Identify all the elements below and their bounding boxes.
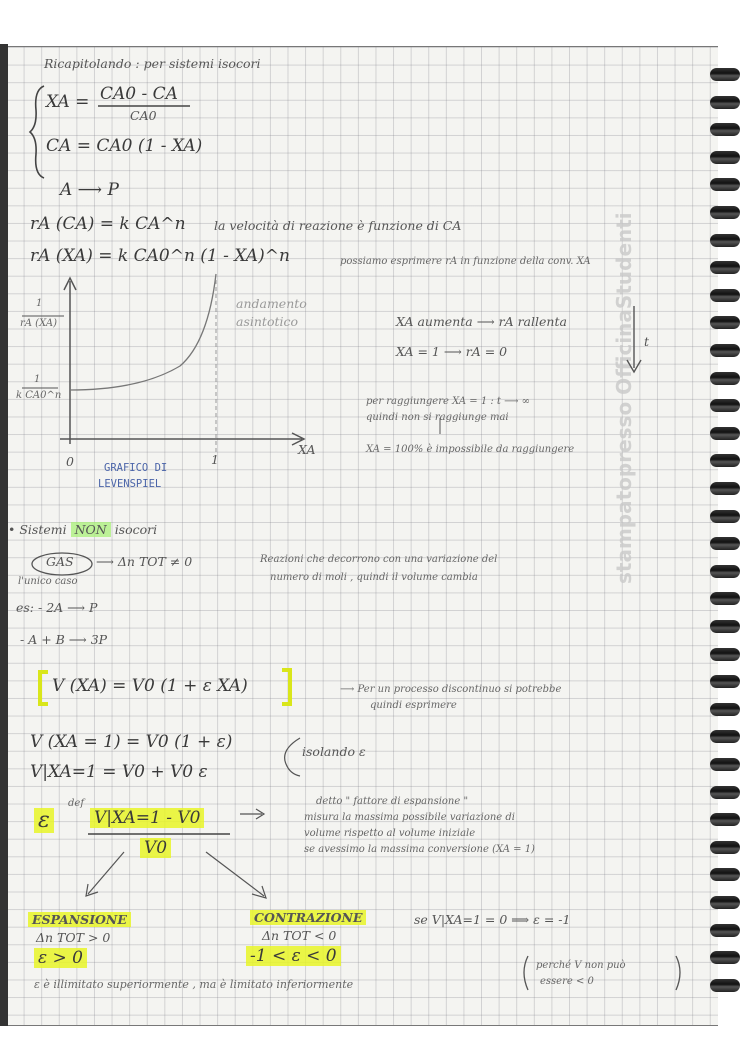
eps-note-1: detto " fattore di espansione " [316, 796, 469, 807]
section-title-highlight: NON [71, 522, 111, 537]
recap-title: Ricapitolando : per sistemi isocori [44, 56, 261, 71]
section-title-pre: • Sistemi [8, 522, 67, 537]
example-2: - A + B ⟶ 3P [20, 632, 108, 647]
eps-note-4: se avessimo la massima conversione (XA = 1) [304, 844, 535, 855]
graph-caption-2: LEVENSPIEL [98, 478, 162, 490]
eps-note-2: misura la massima possibile variazione di [304, 812, 515, 823]
xa-denominator: CA0 [130, 108, 157, 123]
final-paren-1: perché V non può [536, 960, 626, 971]
contraction-epsilon: -1 < ε < 0 [246, 946, 341, 966]
graph-y-label-num: 1 [36, 298, 43, 309]
xa-one-note: XA = 1 ⟶ rA = 0 [396, 344, 508, 359]
volume-equation: V (XA) = V0 (1 + ε XA) [52, 676, 248, 696]
ca-equation: CA = CA0 (1 - XA) [46, 136, 203, 156]
gas-relation: ⟶ Δn TOT ≠ 0 [96, 554, 193, 569]
rate-xa-equation: rA (XA) = k CA0^n (1 - XA)^n [30, 246, 290, 266]
reaction-a-to-p: A ⟶ P [60, 180, 119, 200]
eps-note-3: volume rispetto al volume iniziale [304, 828, 476, 839]
only-case: l'unico caso [18, 576, 78, 587]
zero-case: se V|XA=1 = 0 ⟹ ε = -1 [414, 912, 571, 927]
graph-y-tick-num: 1 [34, 374, 41, 385]
final-note: ε è illimitato superiormente , ma è limitato inferiormente [34, 978, 354, 991]
graph-y-tick-den: k CA0^n [16, 390, 62, 401]
expansion-title: ESPANSIONE [28, 912, 131, 927]
reach-line-1: per raggiungere XA = 1 : t ⟶ ∞ [366, 396, 530, 407]
contraction-condition: Δn TOT < 0 [262, 928, 337, 943]
section-title [8, 522, 157, 537]
asymptote-note-2: asintotico [236, 314, 299, 329]
volume-note-1: ⟶ Per un processo discontinuo si potrebbe [340, 684, 562, 695]
watermark: stampatopresso OfficinaStudenti [612, 212, 636, 584]
graph-x-tick-one: 1 [211, 452, 219, 467]
time-label: t [644, 334, 650, 349]
xa-increase-note: XA aumenta ⟶ rA rallenta [396, 314, 567, 329]
epsilon-lhs: ε [34, 808, 54, 833]
epsilon-numerator: V|XA=1 - V0 [90, 808, 204, 828]
epsilon-denominator: V0 [140, 838, 171, 858]
reach-line-3: XA = 100% è impossibile da raggiungere [366, 444, 575, 455]
section-title-post: isocori [114, 522, 158, 537]
volume-xa1: V (XA = 1) = V0 (1 + ε) [30, 732, 233, 752]
final-paren-2: essere < 0 [540, 976, 594, 987]
notebook-page [0, 44, 744, 1026]
xa-lhs: XA = [46, 92, 90, 112]
expansion-condition: Δn TOT > 0 [36, 930, 111, 945]
gas-note-1: Reazioni che decorrono con una variazione del [260, 554, 498, 565]
expansion-epsilon: ε > 0 [34, 948, 87, 968]
graph-y-label-den: rA (XA) [20, 318, 57, 329]
volume-note-2: quindi esprimere [370, 700, 457, 711]
gas-note-2: numero di moli , quindi il volume cambia [270, 572, 478, 583]
rate-ca-equation: rA (CA) = k CA^n [30, 214, 186, 234]
epsilon-def-mark: def [68, 798, 85, 809]
graph-origin: 0 [66, 454, 74, 469]
xa-numerator: CA0 - CA [100, 84, 178, 104]
contraction-title: CONTRAZIONE [250, 910, 366, 925]
gas-label: GAS [46, 554, 74, 569]
example-1: es: - 2A ⟶ P [16, 600, 98, 615]
rate-ca-note: la velocità di reazione è funzione di CA [214, 218, 462, 233]
rate-xa-note: possiamo esprimere rA in funzione della conv. XA [340, 256, 591, 267]
reach-line-2: quindi non si raggiunge mai [366, 412, 509, 423]
isolating-note: isolando ε [302, 744, 366, 759]
graph-caption-1: GRAFICO DI [104, 462, 168, 474]
asymptote-note-1: andamento [236, 296, 307, 311]
graph-x-label: XA [298, 442, 316, 457]
volume-xa1-expanded: V|XA=1 = V0 + V0 ε [30, 762, 208, 782]
